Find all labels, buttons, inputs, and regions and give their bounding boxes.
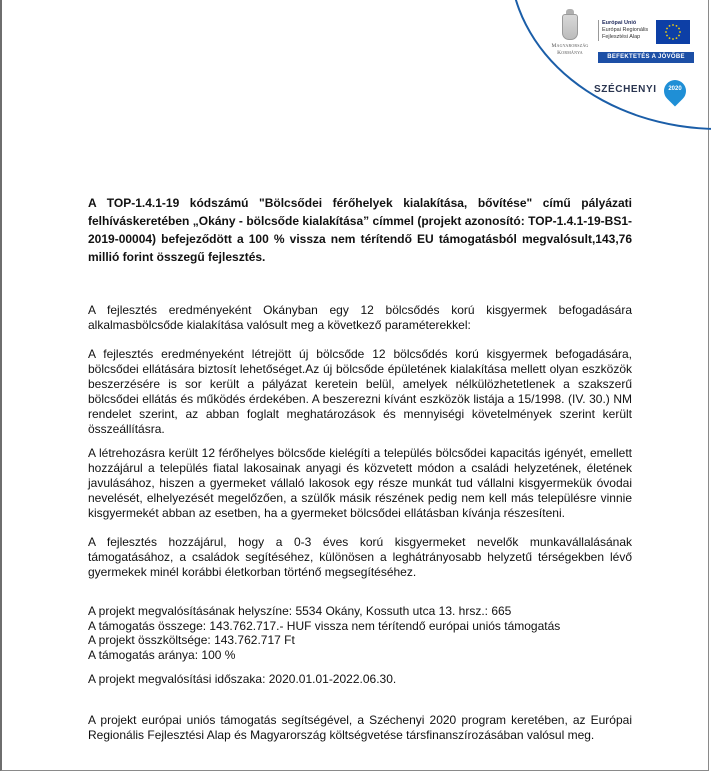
coat-of-arms-icon [562,14,578,40]
paragraph-1: A fejlesztés eredményeként Okányban egy 12 bölcsődés korú kisgyermek befogadására alkalmasbölcsőde kialakítása valósult meg a következő paraméterekkel: [88,303,632,332]
eu-logo-line3: Fejlesztési Alap [602,34,641,40]
hungarian-government-logo [545,14,595,64]
project-facts [88,604,560,662]
paragraph-2: A fejlesztés eredményeként létrejött új bölcsőde 12 bölcsődés korú kisgyermek befogadására, bölcsődei ellátására biztosít lehetőséget.Az új bölcsőde épületének kialakítása mellett olyan eszközök beszerzésére is sor került a pályázat keretein belül, amelyek nélkülözhetetlenek a szakszerű bölcsődei ellátás és működés érdekében. A beszerezni kívánt eszközök listája a 15/1998. (IV. 30.) NM rendelet szerint, az abban foglalt meghatározások és mennyiségi követelmények szerint került összeállításra. [88,347,632,436]
eu-logo-line2: Európai Regionális [602,27,649,33]
eu-slogan-bar: BEFEKTETÉS A JÖVŐBE [598,52,694,63]
project-location: A projekt megvalósításának helyszíne: 5534 Okány, Kossuth utca 13. hrsz.: 665 [88,604,512,618]
paragraph-4: A fejlesztés hozzájárul, hogy a 0-3 éves korú kisgyermeket nevelők munkavállalásának támogatásához, a családok segítéséhez, különösen a leghátrányosabb helyzetű térségekben lévő gyermekek minél korábbi életkorban történő megsegítéséhez. [88,535,632,579]
eu-logo [598,20,694,50]
szechenyi-logo-text: SZÉCHENYI [594,84,657,95]
support-ratio: A támogatás aránya: 100 % [88,647,236,662]
total-cost: A projekt összköltsége: 143.762.717 Ft [88,633,295,647]
eu-logo-title: Európai Unió [602,20,637,26]
project-period: A projekt megvalósítási időszaka: 2020.01.01-2022.06.30. [88,672,397,686]
eu-flag-icon [656,20,690,44]
government-logo-line1: Magyarország [551,43,589,49]
government-logo-line2: Kormánya [557,50,583,56]
support-amount: A támogatás összege: 143.762.717.- HUF vissza nem térítendő európai uniós támogatás [88,618,561,633]
closing-paragraph: A projekt európai uniós támogatás segítségével, a Széchenyi 2020 program keretében, az Európai Regionális Fejlesztési Alap és Magyarország költségvetése társfinanszírozásában valósul meg. [88,713,632,742]
szechenyi-year: 2020 [668,86,682,92]
paragraph-3: A létrehozásra került 12 férőhelyes bölcsőde kielégíti a település bölcsődei kapacitás igényét, emellett hozzájárul a település fiatal lakosainak anyagi és közvetett módon a családi helyzetének, életének javulásához, hiszen a gyermeket vállaló lakosok egy része munkát tud vállalni kisgyermekük óvodai nevelését, elhelyezését megelőzően, a szülők másik részének pedig nem kell más településre vinnie kisgyermekét abban az esetben, ha a gyermeket bölcsődei ellátásban kívánja részesíteni. [88,446,632,520]
intro-paragraph: A TOP-1.4.1-19 kódszámú "Bölcsődei férőhelyek kialakítása, bővítése" című pályázati felhíváskeretében „Okány - bölcsőde kialakítása” címmel (projekt azonosító: TOP-1.4.1-19-BS1-2019-00004) befejeződött a 100 % vissza nem térítendő EU támogatásból megvalósult,143,76 millió forint összegű fejlesztés. [88,196,632,264]
